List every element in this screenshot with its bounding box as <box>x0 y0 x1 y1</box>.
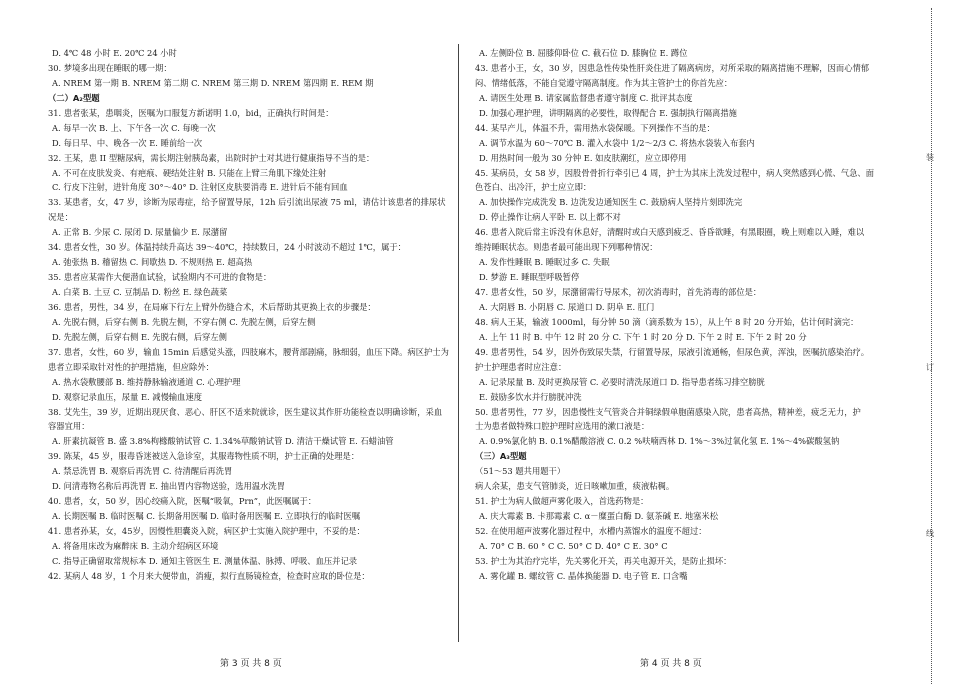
answer-options: A. 不可在皮肤发炎、有疤痕、硬结处注射 B. 只能在上臂三角肌下缘处注射 <box>52 167 327 178</box>
question-text: 35. 患者应某需作大便潜血试验，试验期内不可进的食物是： <box>48 272 272 283</box>
answer-options: A. 白菜 B. 土豆 C. 豆制品 D. 粉丝 E. 绿色蔬菜 <box>52 287 228 297</box>
answer-options: A. 先脱右侧，后穿右侧 B. 先脱左侧，不穿右侧 C. 先脱左侧，后穿左侧 <box>52 316 316 327</box>
answer-options: A. 禁忌洗胃 B. 观察后再洗胃 C. 待清醒后再洗胃 <box>52 466 233 477</box>
question-text: 41. 患者孙某，女，45岁，因慢性胆囊炎入院，病区护士实施入院护理中，不妥的是： <box>48 526 365 536</box>
answer-options: A. 记录尿量 B. 及时更换尿管 C. 必要时清洗尿道口 D. 指导患者练习排空膀胱 <box>479 376 765 387</box>
binding-mark-zhuang: 装 <box>926 153 934 162</box>
left-column <box>48 46 452 584</box>
answer-options: A. 加快操作完成洗发 B. 边洗发边通知医生 C. 鼓励病人坚持片刻即洗完 <box>479 197 743 208</box>
question-text: 38. 艾先生，39 岁，近期出现厌食、恶心、肝区不适来院就诊，医生建议其作肝功能检查以明确诊断，采血 <box>48 406 443 417</box>
right-column <box>475 46 879 584</box>
question-text: 32. 王某，患 II 型糖尿病，需长期注射胰岛素，出院时护士对其进行健康指导不当的是： <box>48 152 375 163</box>
page-number-right: 第 4 页 共 8 页 <box>640 659 702 669</box>
answer-options: A. 庆大霉素 B. 卡那霉素 C. α－糜蛋白酶 D. 氨茶碱 E. 地塞米松 <box>479 511 719 522</box>
question-text: 病人余某，患支气管肺炎，近日咳嗽加重，痰液粘稠。 <box>475 481 675 492</box>
binding-mark-ding: 订 <box>926 363 934 372</box>
column-divider <box>458 44 459 642</box>
question-text: 39. 陈某，45 岁，服毒昏迷被送入急诊室，其服毒物性质不明，护士正确的处理是： <box>48 451 360 462</box>
answer-options: D. 梦游 E. 睡眠型呼吸暂停 <box>479 272 580 283</box>
question-text: 45. 某病员，女 58 岁，因股骨骨折行牵引已 4 周，护士为其床上洗发过程中，病人突然感到心慌、气急、面 <box>475 167 874 178</box>
answer-options: A. 左侧卧位 B. 屈膝仰卧位 C. 截石位 D. 膝胸位 E. 蹲位 <box>479 48 688 58</box>
answer-options: C. 指导正确留取常规标本 D. 通知主管医生 E. 测量体温、脉搏、呼吸、血压并记录 <box>52 555 358 566</box>
section-heading: （三）A₃型题 <box>475 451 527 462</box>
question-text: 47. 患者女性，50 岁，尿潴留需行导尿术，初次消毒时，首先消毒的部位是： <box>475 287 762 297</box>
answer-options: A. 请医生处理 B. 请家属监督患者遵守制度 C. 批评其态度 <box>479 92 693 103</box>
answer-options: A. 热水袋敷腰部 B. 维持静脉输液通道 C. 心理护理 <box>52 376 241 387</box>
answer-options: A. 肝素抗凝管 B. 盛 3.8%枸橼酸钠试管 C. 1.34%草酸钠试管 D. 清洁干燥试管 E. 石蜡油管 <box>52 436 394 447</box>
question-text: 容器宜用： <box>48 421 90 432</box>
question-text: 46. 患者入院后常主诉没有休息好，清醒时或白天感到疲乏、昏昏欲睡，有黑眼圈，晚上则难以入睡，难以 <box>475 227 865 238</box>
answer-options: A. 雾化罐 B. 螺纹管 C. 晶体换能器 D. 电子管 E. 口含嘴 <box>479 570 688 581</box>
answer-options: E. 鼓励多饮水并行膀胱冲洗 <box>479 391 582 402</box>
question-text: 49. 患者男性，54 岁，因外伤致尿失禁，行留置导尿，尿液引流通畅，但尿色黄，浑浊，医嘱抗感染治疗。 <box>475 346 870 357</box>
question-text: 43. 患者小王，女，30 岁，因患急性传染性肝炎住进了隔离病房，对所采取的隔离措施不理解，因而心情郁 <box>475 62 870 73</box>
answer-options: D. 先脱左侧，后穿右侧 E. 先脱右侧，后穿左侧 <box>52 331 227 342</box>
section-heading: （二）A₂型题 <box>48 92 100 103</box>
answer-options: A. NREM 第一期 B. NREM 第二期 C. NREM 第三期 D. NREM 第四期 E. REM 期 <box>52 77 374 88</box>
question-text: 48. 病人王某，输液 1000ml，每分钟 50 滴（滴系数为 15），从上午 8 时 20 分开始，估计何时滴完： <box>475 316 859 327</box>
question-text: 士为患者做特殊口腔护理时应选用的漱口液是： <box>475 421 650 432</box>
binding-mark-xian: 线 <box>926 529 934 538</box>
question-text: 50. 患者男性，77 岁，因患慢性支气管炎合并铜绿假单胞菌感染入院，患者高热，精神差，疲乏无力，护 <box>475 406 861 417</box>
question-text: 色苍白、出冷汗，护士应立即： <box>475 182 592 193</box>
answer-options: A. 长期医嘱 B. 临时医嘱 C. 长期备用医嘱 D. 临时备用医嘱 E. 立即执行的临时医嘱 <box>52 511 361 522</box>
answer-options: A. 将备用床改为麻醉床 B. 主动介绍病区环境 <box>52 540 219 551</box>
question-text: 37. 患者，女性，60 岁，输血 15min 后感觉头涨，四肢麻木，腰背部剧痛，脉细弱，血压下降。病区护士为 <box>48 346 449 357</box>
question-text: 况是： <box>48 212 73 223</box>
question-text: 52. 在使用超声波雾化器过程中，水槽内蒸馏水的温度不超过： <box>475 526 707 536</box>
question-text: 51. 护士为病人做超声雾化吸入，首选药物是： <box>475 496 649 507</box>
answer-options: D. 问清毒物名称后再洗胃 E. 抽出胃内容物送验，选用温水洗胃 <box>52 481 286 492</box>
question-text: 40. 患者，女，50 岁，因心绞痛入院，医嘱“吸氧，Prn”，此医嘱属于： <box>48 496 317 507</box>
answer-options: A. 0.9%氯化钠 B. 0.1%醋酸溶液 C. 0.2 %呋喃西林 D. 1%～3%过氧化氢 E. 1%～4%碳酸氢钠 <box>479 436 840 447</box>
question-text: （51～53 题共用题干） <box>475 466 566 477</box>
answer-options: A. 发作性睡眠 B. 睡眠过多 C. 失眠 <box>479 257 610 268</box>
question-text: 31. 患者张某，患咽炎，医嘱为口服复方新诺明 1.0，bid，正确执行时间是： <box>48 107 334 118</box>
question-text: 34. 患者女性，30 岁。体温持续升高达 39～40℃，持续数日，24 小时波动不超过 1℃，属于： <box>48 242 406 253</box>
question-text: 维持睡眠状态。则患者最可能出现下列哪种情况： <box>475 242 658 253</box>
question-text: 53. 护士为其治疗完毕，先关雾化开关，再关电源开关，是防止损坏： <box>475 555 732 566</box>
page-number-left: 第 3 页 共 8 页 <box>220 659 282 669</box>
question-text: 闷、情绪低落，不能自觉遵守隔离制度。作为其主管护士的你首先应： <box>475 77 733 88</box>
answer-options: A. 70° C B. 60 ° C C. 50° C D. 40° C E. 30° C <box>479 540 668 551</box>
question-text: 33. 某患者，女，47 岁，诊断为尿毒症，给予留置导尿，12h 后引流出尿液 75 ml，请估计该患者的排尿状 <box>48 197 446 208</box>
question-text: 患者立即采取针对性的护理措施，但应除外： <box>48 361 214 372</box>
answer-options: A. 正常 B. 少尿 C. 尿闭 D. 尿量偏少 E. 尿潴留 <box>52 227 228 238</box>
answer-options: D. 观察记录血压，尿量 E. 减慢输血速度 <box>52 391 203 402</box>
answer-options: A. 上午 11 时 B. 中午 12 时 20 分 C. 下午 1 时 20 分 D. 下午 2 时 E. 下午 2 时 20 分 <box>479 331 807 342</box>
answer-options: C. 行皮下注射，进针角度 30°～40° D. 注射区皮肤要消毒 E. 进针后不能有回血 <box>52 182 348 193</box>
answer-options: D. 每日早、中、晚各一次 E. 睡前给一次 <box>52 137 203 148</box>
binding-line <box>931 8 932 684</box>
question-text: 44. 某早产儿，体温不升，需用热水袋保暖。下列操作不当的是： <box>475 122 715 133</box>
question-text: 护士护理患者时应注意： <box>475 361 567 372</box>
question-text: 42. 某病人 48 岁，1 个月来大便带血，消瘦，拟行直肠镜检查，检查时应取的卧位是： <box>48 570 370 581</box>
answer-options: D. 加强心理护理，讲明隔离的必要性，取得配合 E. 强制执行隔离措施 <box>479 107 737 118</box>
answer-options: A. 大阴唇 B. 小阴唇 C. 尿道口 D. 阴阜 E. 肛门 <box>479 301 655 312</box>
question-text: 30. 梦境多出现在睡眠的哪一期： <box>48 62 172 73</box>
answer-options: A. 调节水温为 60～70℃ B. 灌入水袋中 1/2～2/3 C. 将热水袋装入布套内 <box>479 137 755 148</box>
answer-options: A. 每早一次 B. 上、下午各一次 C. 每晚一次 <box>52 122 216 133</box>
answer-options: A. 弛张热 B. 稽留热 C. 间歇热 D. 不规则热 E. 超高热 <box>52 257 253 268</box>
answer-options: D. 用热时间一般为 30 分钟 E. 如皮肤潮红，应立即停用 <box>479 152 687 163</box>
answer-options: D. 停止操作让病人平卧 E. 以上都不对 <box>479 212 621 223</box>
question-text: 36. 患者，男性，34 岁，在局麻下行左上臂外伤缝合术，术后帮助其更换上衣的步骤是： <box>48 301 376 312</box>
answer-options: D. 4℃ 48 小时 E. 20℃ 24 小时 <box>52 48 177 58</box>
